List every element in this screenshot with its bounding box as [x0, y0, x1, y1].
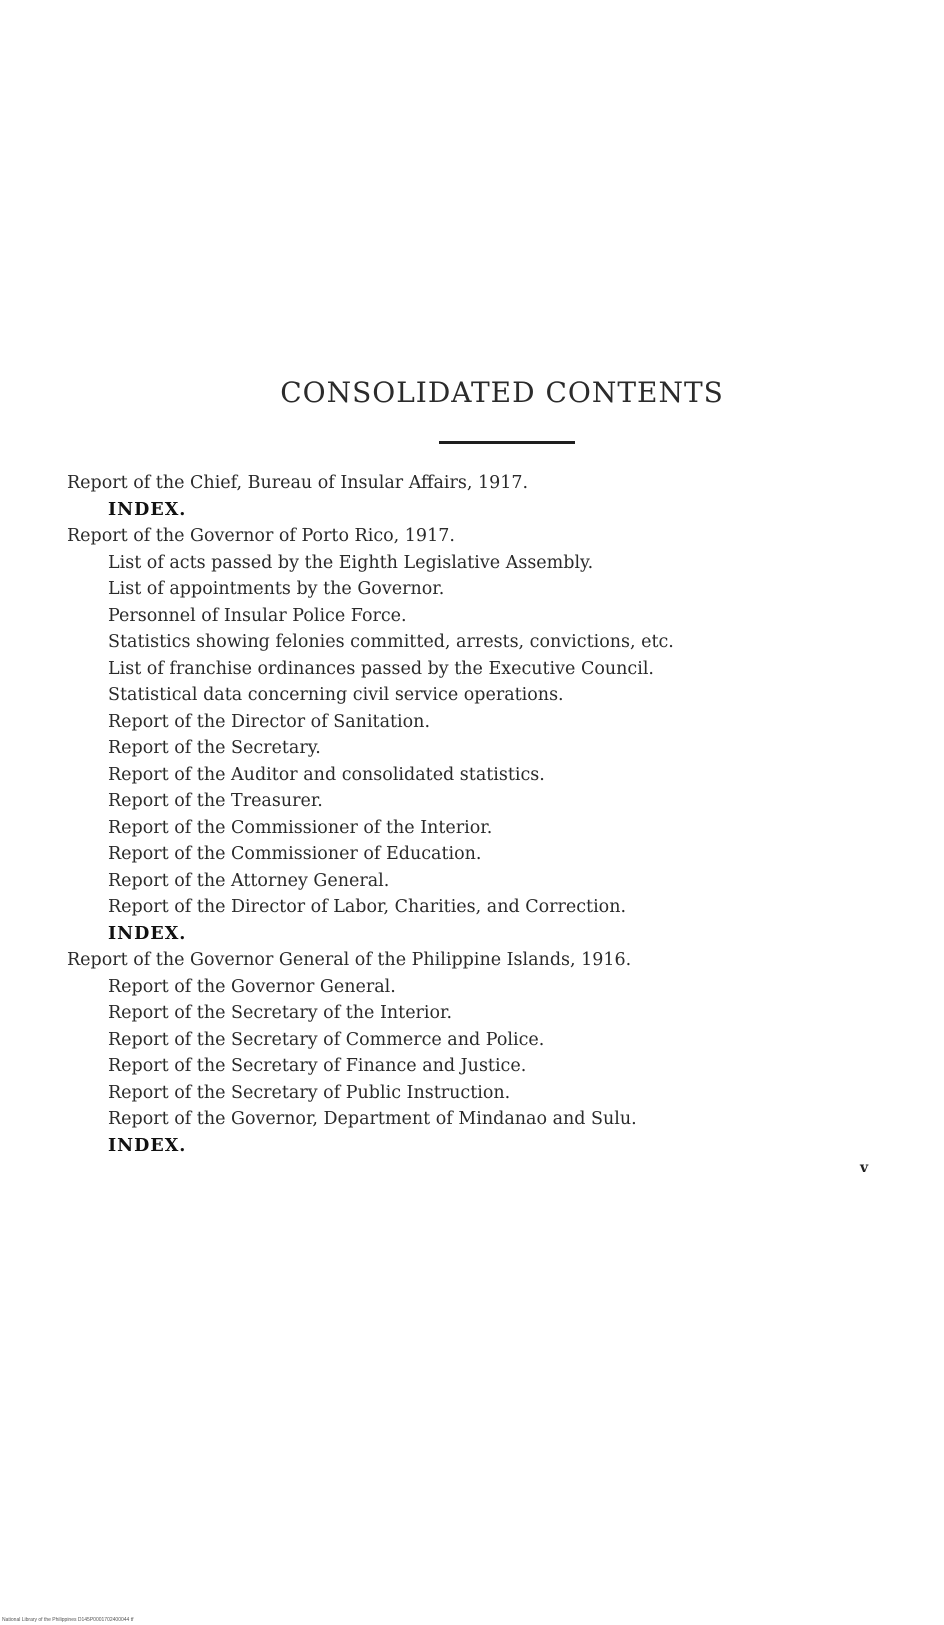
- contents-subentry: Report of the Commissioner of Education.: [108, 844, 482, 864]
- contents-list: [67, 470, 887, 1159]
- contents-entry: Report of the Governor General of the Philippine Islands, 1916.: [67, 950, 632, 970]
- contents-subentry: Report of the Treasurer.: [108, 791, 323, 811]
- contents-subentry: Report of the Auditor and consolidated statistics.: [108, 764, 545, 785]
- contents-subentry: Report of the Governor, Department of Mindanao and Sulu.: [108, 1109, 637, 1129]
- title-rule: [439, 441, 575, 444]
- contents-subentry: Report of the Secretary of Public Instruction.: [108, 1082, 511, 1103]
- contents-index: INDEX.: [108, 499, 187, 520]
- contents-subentry: Report of the Secretary of Commerce and Police.: [108, 1029, 545, 1050]
- contents-index: INDEX.: [108, 1135, 187, 1156]
- contents-subentry: List of appointments by the Governor.: [108, 579, 445, 599]
- contents-subentry: Report of the Secretary.: [108, 738, 321, 758]
- contents-entry: Report of the Chief, Bureau of Insular Affairs, 1917.: [67, 473, 529, 493]
- contents-subentry: Report of the Director of Sanitation.: [108, 711, 431, 732]
- contents-subentry: Report of the Secretary of the Interior.: [108, 1003, 453, 1023]
- contents-subentry: Report of the Attorney General.: [108, 870, 390, 891]
- contents-index: INDEX.: [108, 923, 187, 944]
- contents-subentry: List of franchise ordinances passed by the Executive Council.: [108, 658, 654, 679]
- contents-subentry: List of acts passed by the Eighth Legislative Assembly.: [108, 552, 594, 573]
- contents-subentry: Personnel of Insular Police Force.: [108, 605, 407, 626]
- contents-subentry: Statistics showing felonies committed, arrests, convictions, etc.: [108, 632, 674, 652]
- contents-subentry: Report of the Governor General.: [108, 976, 396, 997]
- contents-entry: Report of the Governor of Porto Rico, 1917.: [67, 526, 455, 546]
- page-marker: v: [860, 1160, 869, 1176]
- contents-subentry: Report of the Commissioner of the Interior.: [108, 817, 493, 838]
- contents-subentry: Report of the Secretary of Finance and Justice.: [108, 1056, 527, 1076]
- page-title: CONSOLIDATED CONTENTS: [280, 376, 724, 409]
- contents-subentry: Statistical data concerning civil service operations.: [108, 685, 564, 705]
- contents-subentry: Report of the Director of Labor, Charities, and Correction.: [108, 897, 627, 917]
- scan-footer: National Library of the Philippines D145P0001702400044 tf: [2, 1617, 134, 1623]
